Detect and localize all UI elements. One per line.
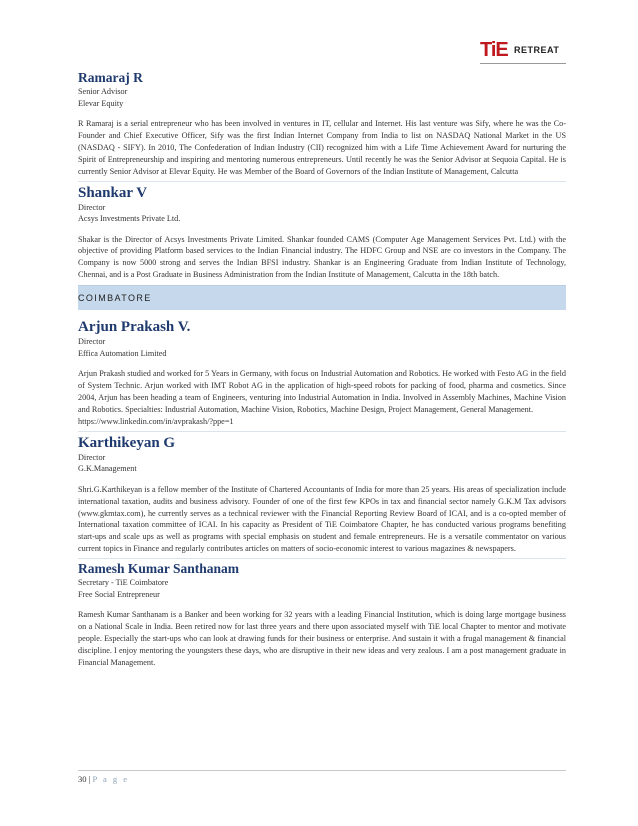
- profile-arjun: [78, 316, 566, 432]
- profile-ramesh: [78, 559, 566, 669]
- person-organization: Acsys Investments Private Ltd.: [78, 214, 181, 224]
- person-title: Senior Advisor: [78, 87, 128, 96]
- profile-ramaraj: [78, 68, 566, 182]
- person-bio: Shri.G.Karthikeyan is a fellow member of the Institute of Chartered Accountants of India for more than 25 years. His areas of specialization include international taxation, audits and business advisory. Founder of one of the first few KPOs in tax and financial sector namely G.K.M Tax advisors (www.gkmtax.com), he currently serves as a technical reviewer with the Financial Reporting Review Board of ICAI, and is a co-opted member of International taxation committee of ICAI. In his capacity as President of TiE Coimbatore Chapter, he has conducted various programs benefiting start-ups and scale ups as well as programs with special emphasis on student and female entrepreneurs. He is a versatile commentator on various current topics in Finance and regularly contributes articles on matters of socio-economic interest to various magazines & newspapers.: [78, 484, 566, 554]
- person-organization: Elevar Equity: [78, 98, 124, 108]
- logo-rule: [480, 63, 566, 66]
- person-bio: R Ramaraj is a serial entrepreneur who has been involved in ventures in IT, cellular and Internet. His last venture was Sify, where he was the Co-Founder and Chief Executive Officer, Sify was the first Indian Internet Company from India to list on NASDAQ National Market in the US (NASDAQ - SIFY). In 2010, The Confederation of Indian Industry (CII) recognized him with a Life Time Achievement Award for nurturing the Spirit of Entrepreneurship and inspiring and mentoring numerous entrepreneurs. Until recently he was the Senior Advisor at Sequoia Capital. He is currently Senior Advisor at Elevar Equity. He was Member of the Board of Governors of the Indian Institute of Management, Calcutta: [78, 119, 566, 176]
- person-bio: Shakar is the Director of Acsys Investments Private Limited. Shankar founded CAMS (Computer Age Management Services Pvt. Ltd.) with the objective of providing Platform based services to the Indian Financial industry. The HDFC Group and NSE are co investors in the Company. The Company is now 5000 strong and serves the Indian BFSI industry. Shankar is an Engineering Graduate from Indian Institute of Technology, Chennai, and is a Post Graduate in Business Administration from the Indian Institute of Management, Calcutta in the 18th batch.: [78, 234, 566, 280]
- person-name: Shankar V: [78, 184, 148, 201]
- profile-karthikeyan: [78, 432, 566, 559]
- page-footer: [78, 770, 566, 784]
- page-content: [78, 68, 566, 669]
- person-bio: Ramesh Kumar Santhanam is a Banker and been working for 32 years with a leading Financial Institution, which is doing large mortgage business on a National Scale in India. Been retired now for last three years and there upon associated myself with TiE local Chapter to mentor and motivate people. Especially the start-ups who can look at drawing funds for their business or enterprise. And sustain it with a frugal management & financial discipline. I enjoy mentoring the youngsters these days, who are disruptive in their new ideas and very zealous. I am a post management graduate in Financial Management.: [78, 610, 566, 667]
- person-organization: Effica Automation Limited: [78, 348, 167, 358]
- person-title: Director: [78, 452, 106, 462]
- person-organization: G.K.Management: [78, 464, 137, 474]
- profile-shankar: [78, 182, 566, 282]
- person-name: Ramaraj R: [78, 70, 143, 85]
- person-name: Ramesh Kumar Santhanam: [78, 561, 240, 577]
- person-title: Director: [78, 202, 106, 212]
- retreat-logo-text: RETREAT: [514, 45, 560, 55]
- person-bio: Arjun Prakash studied and worked for 5 Years in Germany, with focus on Industrial Automation and Robotics. He worked with Festo AG in the field of System Technic. Arjun worked with IMT Robot AG in the application of high-speed robots for packing of food, pharma and cosmetics. Since 2004, Arjun has been heading a team of Engineers, venturing into Industrial Automation in India. Involved in Assembly Machines, Machine Vision and Robotics. Specialties: Industrial Automation, Machine Vision, Robotics, Machine Design, Project Management, General Management.: [78, 369, 566, 414]
- page-label: P a g e: [92, 774, 130, 784]
- linkedin-link[interactable]: https://www.linkedin.com/in/avprakash/?ppe=1: [78, 416, 234, 426]
- person-organization: Free Social Entrepreneur: [78, 589, 160, 599]
- section-label: COIMBATORE: [78, 293, 152, 304]
- person-name: Arjun Prakash V.: [78, 319, 191, 336]
- footer-separator: |: [88, 774, 93, 784]
- section-header-coimbatore: [78, 285, 566, 310]
- page-number: 30: [78, 774, 87, 784]
- person-name: Karthikeyan G: [78, 434, 176, 451]
- tie-logo-mark: TiE: [480, 39, 508, 61]
- person-title: Secretary - TiE Coimbatore: [78, 578, 169, 588]
- tie-retreat-logo: [480, 38, 566, 68]
- person-title: Director: [78, 337, 106, 347]
